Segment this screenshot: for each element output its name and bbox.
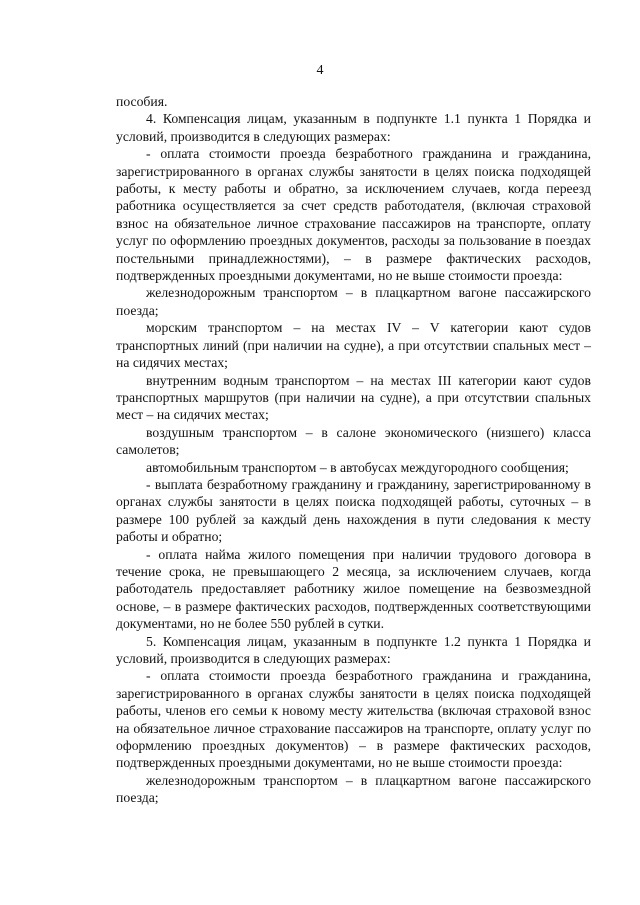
paragraph-continuation: пособия.: [116, 94, 168, 109]
page-number: 4: [316, 63, 324, 78]
paragraph-travel-payment: - оплата стоимости проезда безработного гражданина и гражданина, зарегистрированного в органах службы занятости в целях поиска подходящей работы, к месту работы и обратно, за исключением случаев, когда переезд работника осуществляется за счет средств работодателя, (включая страховой взнос на обязательное личное страхование пассажиров на транспорте, оплату услуг по оформлению проездных документов, расходы за пользование в поездах постельными принадлежностями), – в размере фактических расходов, подтвержденных проездными документами, но не выше стоимости проезда:: [116, 146, 591, 284]
paragraph-road-transport: автомобильным транспортом – в автобусах междугородного сообщения;: [146, 459, 569, 475]
paragraph-inland-water-transport: внутренним водным транспортом – на местах III категории кают судов транспортных маршрутов (при наличии на судне), а при отсутствии спальных мест – на сидячих местах;: [116, 372, 591, 423]
paragraph-housing-rent: - оплата найма жилого помещения при наличии трудового договора в течение срока, не превышающего 2 месяца, за исключением случаев, когда работодатель предоставляет работнику жилое помещение на безвозмездной основе, – в размере фактических расходов, подтвержденных соответствующими документами, но не более 550 рублей в сутки.: [116, 546, 591, 632]
paragraph-rail-transport-2: железнодорожным транспортом – в плацкартном вагоне пассажирского поезда;: [116, 772, 591, 806]
paragraph-air-transport: воздушным транспортом – в салоне экономического (низшего) класса самолетов;: [116, 424, 591, 458]
paragraph-daily-allowance: - выплата безработному гражданину и гражданину, зарегистрированному в органах службы занятости в целях поиска подходящей работы, суточных – в размере 100 рублей за каждый день нахождения в пути следования к месту работы и обратно;: [116, 476, 591, 545]
paragraph-sea-transport: морским транспортом – на местах IV – V категории кают судов транспортных линий (при наличии на судне), а при отсутствии спальных мест – на сидячих местах;: [116, 320, 591, 371]
paragraph-relocation-travel-payment: - оплата стоимости проезда безработного гражданина и гражданина, зарегистрированного в органах службы занятости в целях поиска подходящей работы, членов его семьи к новому месту жительства (включая страховой взнос на обязательное личное страхование пассажиров на транспорте, оплату услуг по оформлению проездных документов) – в размере фактических расходов, подтвержденных проездными документами, но не выше стоимости проезда:: [116, 668, 591, 771]
paragraph-section-4-intro: 4. Компенсация лицам, указанным в подпункте 1.1 пункта 1 Порядка и условий, производится в следующих размерах:: [116, 111, 591, 144]
paragraph-rail-transport: железнодорожным транспортом – в плацкартном вагоне пассажирского поезда;: [116, 285, 591, 318]
document-body: [116, 93, 591, 807]
paragraph-section-5-intro: 5. Компенсация лицам, указанным в подпункте 1.2 пункта 1 Порядка и условий, производится в следующих размерах:: [116, 633, 591, 666]
